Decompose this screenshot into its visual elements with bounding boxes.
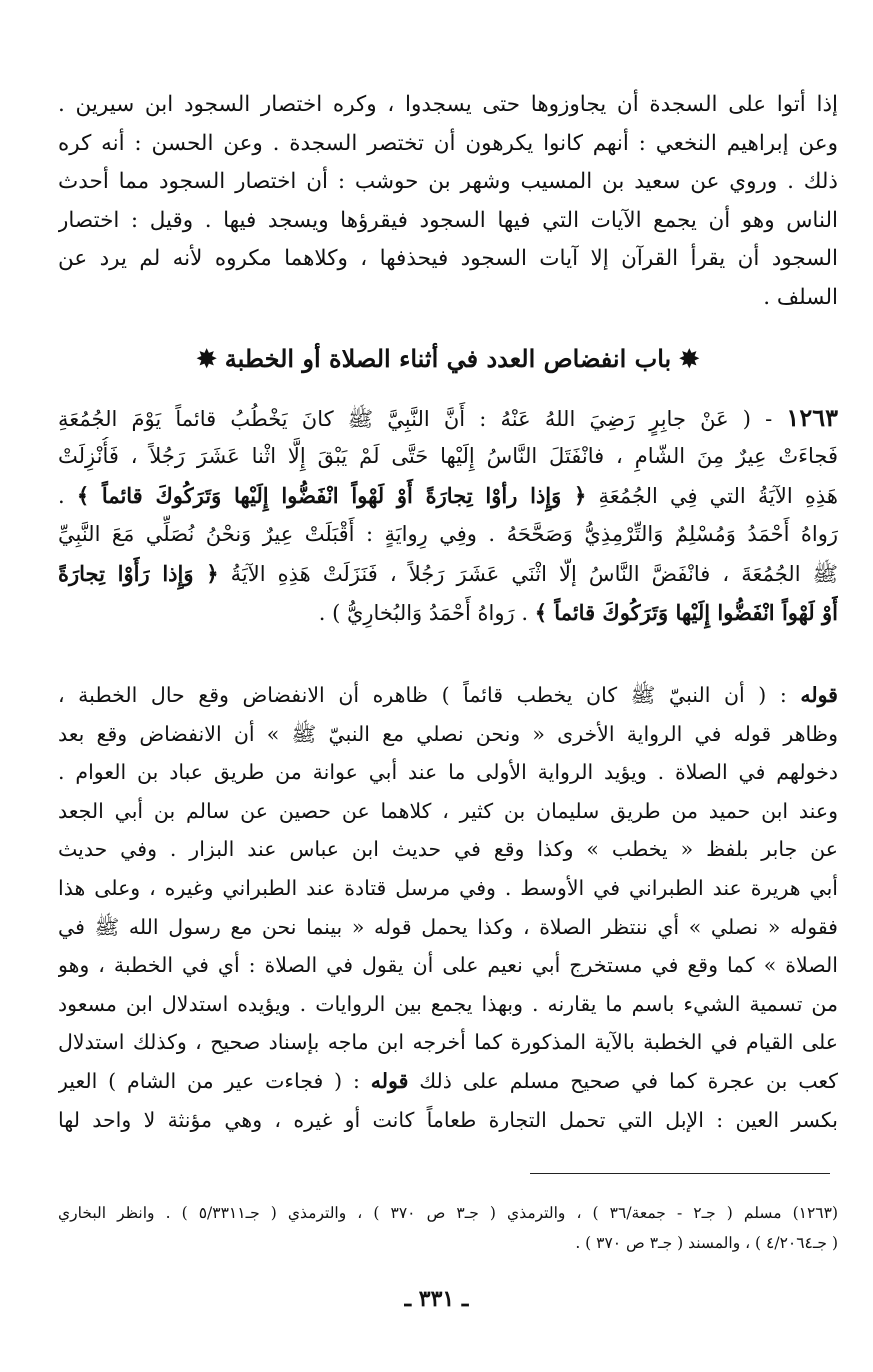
commentary-line: أبي هريرة عند الطبراني في الأوسط . وفي مرسل قتادة عند الطبراني وغيره ، وعلى هذا [58,875,838,900]
commentary-line: من تسمية الشيء باسم ما يقارنه . وبهذا يجمع بين الروايات . ويؤيده استدلال ابن مسعود [58,991,838,1016]
commentary-line: وعند ابن حميد من طريق سليمان بن كثير ، كلاهما عن حصين عن سالم بن أبي الجعد [58,798,838,823]
commentary-line: وظاهر قوله في الرواية الأخرى « ونحن نصلي مع النبيّ ﷺ » أن الانفضاض وقع بعد [58,721,838,746]
page-number: ـ ٣٣١ ـ [404,1286,469,1312]
star-ornament-icon: ✸ [196,344,217,373]
hadith-line [58,476,838,515]
hadith-line [58,398,838,437]
footnote-divider [530,1173,830,1174]
commentary-line [58,676,838,715]
quran-verse: ﴿ وَإِذا رَأَوْا تِجارَةً [58,561,219,586]
commentary-text: كعب بن عجرة كما في صحيح مسلم على ذلك [419,1068,838,1093]
commentary-line: بكسر العين : الإبل التي تحمل التجارة طعاماً كانت أو غيره ، وهي مؤنثة لا واحد لها [58,1107,838,1132]
footnotes [58,1198,838,1258]
commentary-line: على القيام في الخطبة بالآية المذكورة كما أخرجه ابن ماجه بإسناد صحيح ، وكذلك استدلال [58,1030,838,1055]
chapter-heading [58,339,838,379]
qawluh-label: قوله [370,1068,409,1093]
hadith-number: ١٢٦٣ [786,403,838,432]
footnote-line: ( جـ٤/٢٠٦٤ ) ، والمسند ( جـ٣ ص ٣٧٠ ) . [575,1234,838,1252]
hadith-text: هَذِهِ الآيَةُ التي فِي الجُمُعَةِ [598,484,838,508]
commentary-line [58,1062,838,1101]
hadith-line: فَجاءَتْ عِيرٌ مِنَ الشّامِ ، فانْفَتَلَ النَّاسُ إِلَيْها حَتَّى لَمْ يَبْقَ إِلَّا اثْنا عَشَرَ رَجُلاً ، فَأُنْزِلَتْ [58,444,838,468]
commentary-line: دخولهم في الصلاة . ويؤيد الرواية الأولى ما عند أبي عوانة من طريق عباد بن العوام . [58,760,838,785]
hadith-line [58,554,838,593]
quran-verse: ﴿ وَإِذا رأوْا تِجارَةً أَوْ لَهْواً انْفَضُّوا إِلَيْها وَتَرَكُوكَ قائماً ﴾ [76,483,587,508]
text-line: السجود أن يقرأ القرآن إلا آيات السجود فيحذفها ، وكلاهما مكروه لأنه لم يرد عن [58,246,838,271]
commentary-text: : ( أن النبيّ ﷺ كان يخطب قائماً ) ظاهره أن الانفضاض وقع حال الخطبة ، [58,683,787,707]
text-line: وعن إبراهيم النخعي : أنهم كانوا يكرهون أن تختصر السجدة . وعن الحسن : أنه كره [58,130,838,156]
text-line: الناس وهو أن يجمع الآيات التي فيها السجود فيقرؤها ويسجد فيها . وقيل : اختصار [58,207,838,233]
hadith-text: - ( عَنْ جابِرٍ رَضِيَ اللهُ عَنْهُ : أَنَّ النَّبِيَّ ﷺ كانَ يَخْطُبُ قائماً يَوْمَ الجُمُعَةِ [58,407,773,431]
text-line: ذلك . وروي عن سعيد بن المسيب وشهر بن حوشب : أن اختصار السجود مما أحدث [58,169,838,194]
hadith-line: رَواهُ أَحْمَدُ وَمُسْلِمٌ وَالتِّرْمِذِيُّ وَصَحَّحَهُ . وفِي رِوايَةٍ : أَقْبَلَتْ عِيرٌ وَنحْنُ نُصَلِّي مَعَ النَّبِيِّ [58,522,838,546]
hadith-text: ﷺ الجُمُعَةَ ، فانْفَضَّ النَّاسُ إلّا اثْنَي عَشَرَ رَجُلاً ، فَنَزَلَتْ هَذِهِ الآيَةُ [230,562,838,586]
commentary-line: الصلاة » كما وقع في مستخرج أبي نعيم على أن يقول في الصلاة : أي في الخطبة ، وهو [58,953,838,978]
hadith-text: . [58,484,65,508]
hadith-line [58,593,838,632]
hadith-block [58,398,838,632]
qawluh-label: قوله [800,683,838,707]
quran-verse: أَوْ لَهْواً انْفَضُّوا إِلَيْها وَتَرَكُوكَ قائماً ﴾ [534,600,838,625]
chapter-title: باب انفضاص العدد في أثناء الصلاة أو الخطبة [224,344,672,373]
commentary-line: فقوله « نصلي » أي ننتظر الصلاة ، وكذا يحمل قوله « بينما نحن مع رسول الله ﷺ في [58,914,838,939]
text-line: السلف . [763,284,838,310]
text-line: إذا أتوا على السجدة أن يجاوزوها حتى يسجدوا ، وكره اختصار السجود ابن سيرين . [58,92,838,117]
footnote-line: (١٢٦٣) مسلم ( جـ٢ - جمعة/٣٦ ) ، والترمذي ( جـ٣ ص ٣٧٠ ) ، والترمذي ( جـ٥/٣٣١١ ) . وانظر البخاري [58,1204,838,1222]
hadith-text: . رَواهُ أَحْمَدُ وَالبُخارِيُّ ) . [318,601,528,625]
star-ornament-icon: ✸ [679,344,700,373]
intro-paragraph [58,86,838,317]
commentary-text: : ( فجاءت عير من الشام ) العير [58,1068,360,1093]
commentary-line: عن جابر بلفظ « يخطب » وكذا وقع في حديث ابن عباس عند البزار . وفي حديث [58,837,838,862]
commentary-block [58,676,838,1139]
